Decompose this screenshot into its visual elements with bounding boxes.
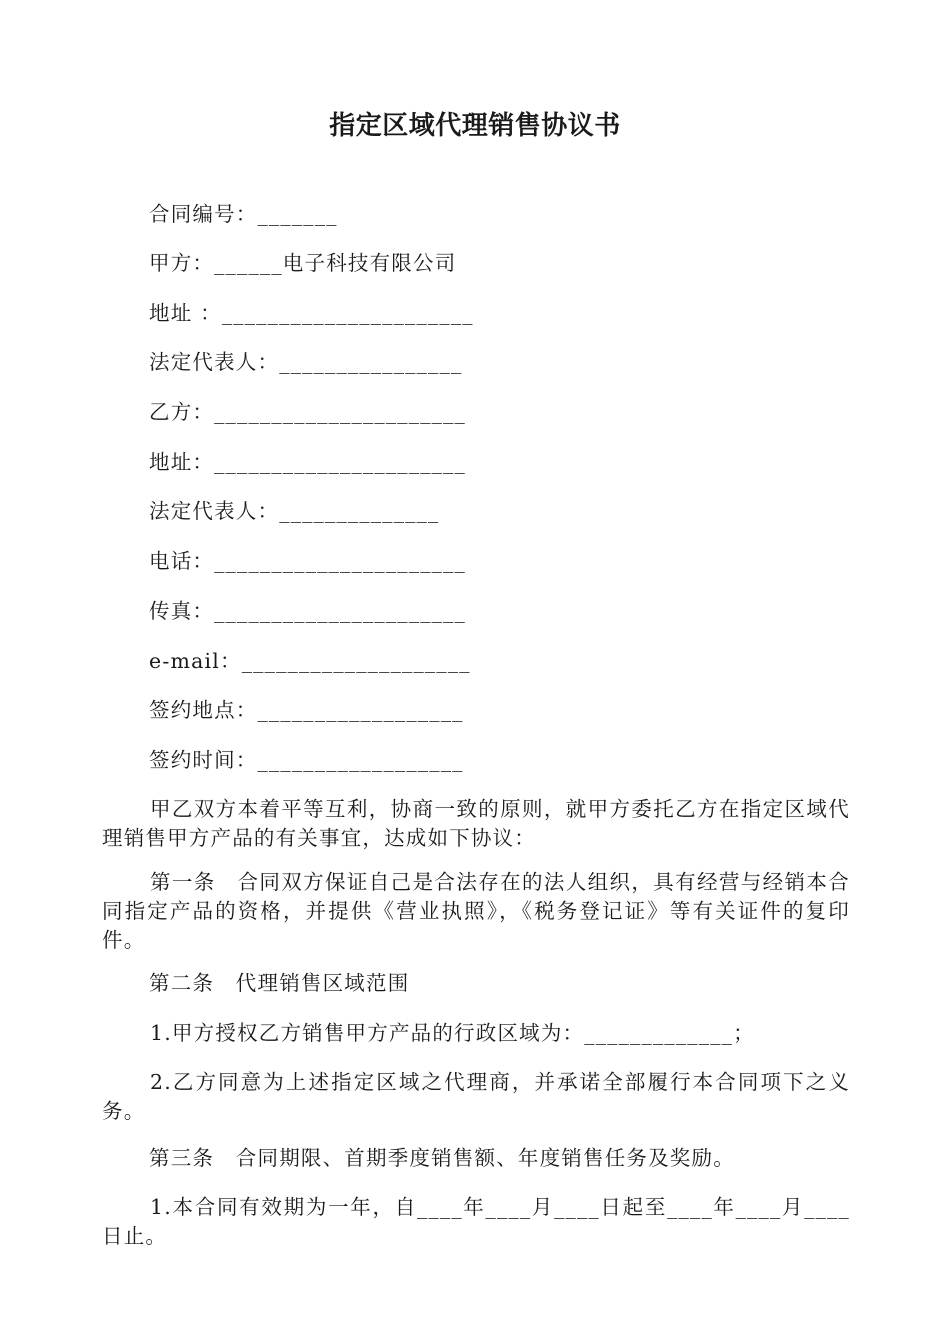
party-b-field: 乙方：______________________ (149, 400, 466, 424)
fax-field: 传真：______________________ (149, 599, 466, 623)
signing-time-field: 签约时间：__________________ (149, 748, 464, 772)
email-field: e-mail：____________________ (149, 649, 471, 673)
party-a-address-field: 地址 ：______________________ (149, 301, 474, 325)
intro-paragraph: 甲乙双方本着平等互利，协商一致的原则，就甲方委托乙方在指定区域代理销售甲方产品的有关事宜，达成如下协议： (102, 797, 850, 850)
signing-place-field: 签约地点：__________________ (149, 698, 464, 722)
document-title: 指定区域代理销售协议书 (329, 111, 621, 141)
party-a-field: 甲方：______电子科技有限公司 (149, 251, 457, 275)
phone-field: 电话：______________________ (149, 549, 466, 573)
contract-number-field: 合同编号：_______ (149, 202, 338, 226)
article-2-item-1: 1.甲方授权乙方销售甲方产品的行政区域为：_____________； (150, 1021, 755, 1045)
article-1-paragraph: 第一条 合同双方保证自己是合法存在的法人组织，具有经营与经销本合同指定产品的资格，并提供《营业执照》，《税务登记证》等有关证件的复印件。 (102, 870, 850, 952)
article-2-heading: 第二条 代理销售区域范围 (149, 971, 410, 995)
party-b-address-field: 地址：______________________ (149, 450, 466, 474)
article-2-item-2: 2.乙方同意为上述指定区域之代理商，并承诺全部履行本合同项下之义务。 (102, 1070, 850, 1123)
party-b-legal-rep-field: 法定代表人：______________ (149, 499, 440, 523)
article-3-item-1: 1.本合同有效期为一年，自____年____月____日起至____年____月____日止。 (102, 1195, 850, 1248)
article-3-heading: 第三条 合同期限、首期季度销售额、年度销售任务及奖励。 (149, 1146, 735, 1170)
party-a-legal-rep-field: 法定代表人：________________ (149, 350, 463, 374)
